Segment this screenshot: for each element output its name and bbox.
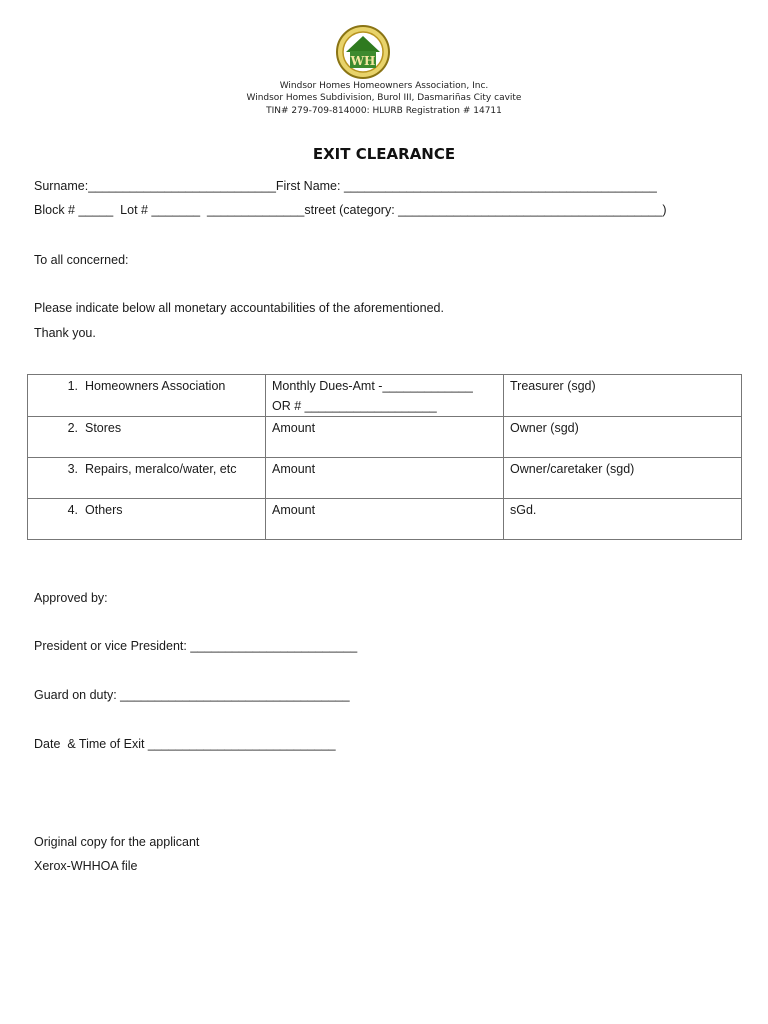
document-title: EXIT CLEARANCE bbox=[312, 145, 456, 163]
item-cell bbox=[28, 458, 266, 499]
org-name: Windsor Homes Homeowners Association, Inc. bbox=[279, 81, 489, 91]
table-row bbox=[28, 458, 742, 499]
item-number: 1. bbox=[67, 379, 78, 393]
instruction-text: Please indicate below all monetary accountabilities of the aforementioned. bbox=[34, 301, 444, 315]
signatory-cell: Treasurer (sgd) bbox=[504, 375, 742, 417]
amount-cell: Amount bbox=[266, 499, 504, 540]
item-number: 3. bbox=[67, 462, 78, 476]
table-row bbox=[28, 417, 742, 458]
item-label: Stores bbox=[85, 421, 122, 435]
item-label: Others bbox=[85, 503, 123, 517]
item-label: Repairs, meralco/water, etc bbox=[85, 462, 237, 476]
signatory-cell: Owner/caretaker (sgd) bbox=[504, 458, 742, 499]
surname-firstname-field: Surname:___________________________First Name: _____________________________________________ bbox=[34, 179, 657, 193]
president-signature-field: President or vice President: ________________________ bbox=[34, 639, 358, 653]
amount-cell: Amount bbox=[266, 417, 504, 458]
amount-cell: Monthly Dues-Amt -_____________ OR # ___________________ bbox=[266, 375, 504, 417]
accountabilities-table bbox=[27, 374, 742, 540]
item-cell bbox=[28, 375, 266, 417]
exit-date-time-field: Date & Time of Exit ___________________________ bbox=[34, 737, 336, 751]
salutation: To all concerned: bbox=[34, 253, 129, 267]
item-number: 4. bbox=[67, 503, 78, 517]
xerox-copy-note: Xerox-WHHOA file bbox=[34, 859, 138, 873]
signatory-cell: Owner (sgd) bbox=[504, 417, 742, 458]
item-cell bbox=[28, 417, 266, 458]
amount-cell: Amount bbox=[266, 458, 504, 499]
item-number: 2. bbox=[67, 421, 78, 435]
signatory-cell: sGd. bbox=[504, 499, 742, 540]
guard-signature-field: Guard on duty: _________________________________ bbox=[34, 688, 350, 702]
original-copy-note: Original copy for the applicant bbox=[34, 835, 200, 849]
thank-you-text: Thank you. bbox=[34, 326, 96, 340]
item-cell bbox=[28, 499, 266, 540]
association-logo bbox=[332, 24, 394, 80]
block-lot-street-field: Block # _____ Lot # _______ ______________street (category: ______________________________________) bbox=[34, 203, 667, 217]
org-registration: TIN# 279-709-814000: HLURB Registration # 14711 bbox=[266, 106, 502, 116]
item-label: Homeowners Association bbox=[85, 379, 226, 393]
table-row bbox=[28, 375, 742, 417]
org-address: Windsor Homes Subdivision, Burol III, Dasmariñas City cavite bbox=[246, 93, 522, 103]
approved-by-label: Approved by: bbox=[34, 591, 108, 605]
logo-initials: WH bbox=[350, 54, 376, 68]
table-row bbox=[28, 499, 742, 540]
